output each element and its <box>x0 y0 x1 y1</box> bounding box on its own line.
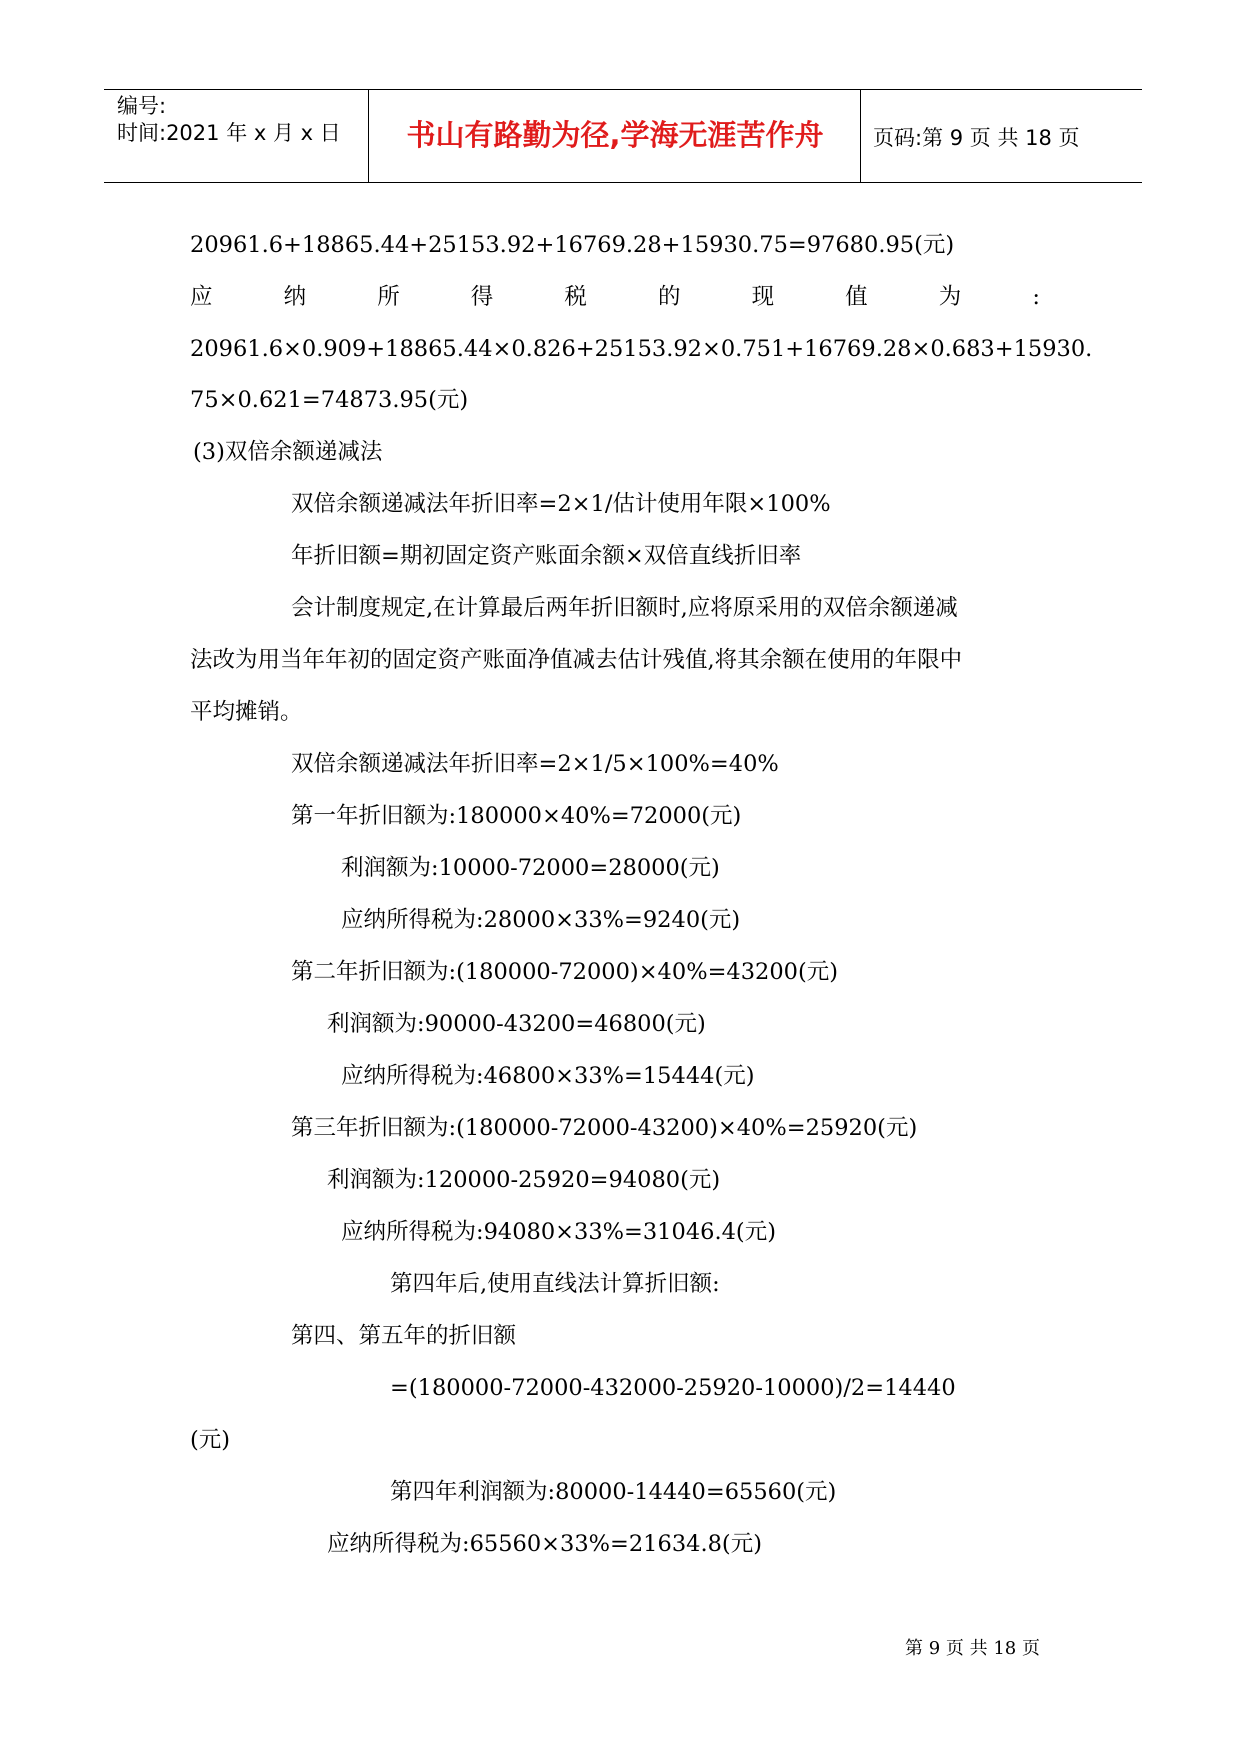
rate-calc: 双倍余额递减法年折旧率=2×1/5×100%=40% <box>291 751 779 777</box>
header-divider-right <box>860 89 861 182</box>
year45-label: 第四、第五年的折旧额 <box>291 1323 517 1349</box>
present-value-heading <box>190 283 1040 311</box>
year3-tax: 应纳所得税为:94080×33%=31046.4(元) <box>341 1219 776 1245</box>
year2-tax: 应纳所得税为:46800×33%=15444(元) <box>341 1063 755 1089</box>
year1-profit: 利润额为:10000-72000=28000(元) <box>341 855 720 881</box>
header-divider-left <box>368 89 369 182</box>
pv-char: 税 <box>564 284 587 310</box>
year45-unit: (元) <box>190 1427 231 1453</box>
header-number-label: 编号: <box>117 94 167 118</box>
formula-rate: 双倍余额递减法年折旧率=2×1/估计使用年限×100% <box>291 491 831 517</box>
header-page-label: 页码:第 9 页 共 18 页 <box>873 126 1080 150</box>
pv-char: 所 <box>377 284 400 310</box>
rule-paragraph-line-1: 会计制度规定,在计算最后两年折旧额时,应将原采用的双倍余额递减 <box>291 595 958 621</box>
sum-line: 20961.6+18865.44+25153.92+16769.28+15930.75=97680.95(元) <box>190 232 955 258</box>
year4-note: 第四年后,使用直线法计算折旧额: <box>390 1271 720 1297</box>
pv-char: 纳 <box>283 284 307 310</box>
year2-depreciation: 第二年折旧额为:(180000-72000)×40%=43200(元) <box>291 959 839 985</box>
year4-profit: 第四年利润额为:80000-14440=65560(元) <box>390 1479 837 1505</box>
rule-paragraph-line-3: 平均摊销。 <box>190 699 303 725</box>
year4-tax: 应纳所得税为:65560×33%=21634.8(元) <box>327 1531 762 1557</box>
pv-char: 为 <box>938 284 962 310</box>
rule-paragraph-line-2: 法改为用当年年初的固定资产账面净值减去估计残值,将其余额在使用的年限中 <box>190 647 963 673</box>
year3-profit: 利润额为:120000-25920=94080(元) <box>327 1167 721 1193</box>
section-heading: (3)双倍余额递减法 <box>193 439 383 465</box>
year1-tax: 应纳所得税为:28000×33%=9240(元) <box>341 907 741 933</box>
header-time-label: 时间:2021 年 x 月 x 日 <box>117 121 341 145</box>
pv-char: 的 <box>657 284 681 310</box>
pv-char: : <box>1032 284 1040 310</box>
pv-char: 得 <box>470 284 494 310</box>
pv-char: 值 <box>845 284 868 310</box>
year45-calc: =(180000-72000-432000-25920-10000)/2=14440 <box>390 1375 956 1401</box>
pv-calc-line-2: 75×0.621=74873.95(元) <box>190 387 469 413</box>
pv-char: 应 <box>190 284 213 310</box>
page-footer: 第 9 页 共 18 页 <box>905 1638 1040 1659</box>
year3-depreciation: 第三年折旧额为:(180000-72000-43200)×40%=25920(元) <box>291 1115 918 1141</box>
header-top-rule <box>104 89 1142 90</box>
year2-profit: 利润额为:90000-43200=46800(元) <box>327 1011 706 1037</box>
header-bottom-rule <box>104 182 1142 183</box>
header-motto: 书山有路勤为径,学海无涯苦作舟 <box>406 118 824 152</box>
pv-char: 现 <box>751 284 775 310</box>
year1-depreciation: 第一年折旧额为:180000×40%=72000(元) <box>291 803 742 829</box>
pv-calc-line-1: 20961.6×0.909+18865.44×0.826+25153.92×0.751+16769.28×0.683+15930. <box>190 336 1093 362</box>
formula-amount: 年折旧额=期初固定资产账面余额×双倍直线折旧率 <box>291 543 802 569</box>
